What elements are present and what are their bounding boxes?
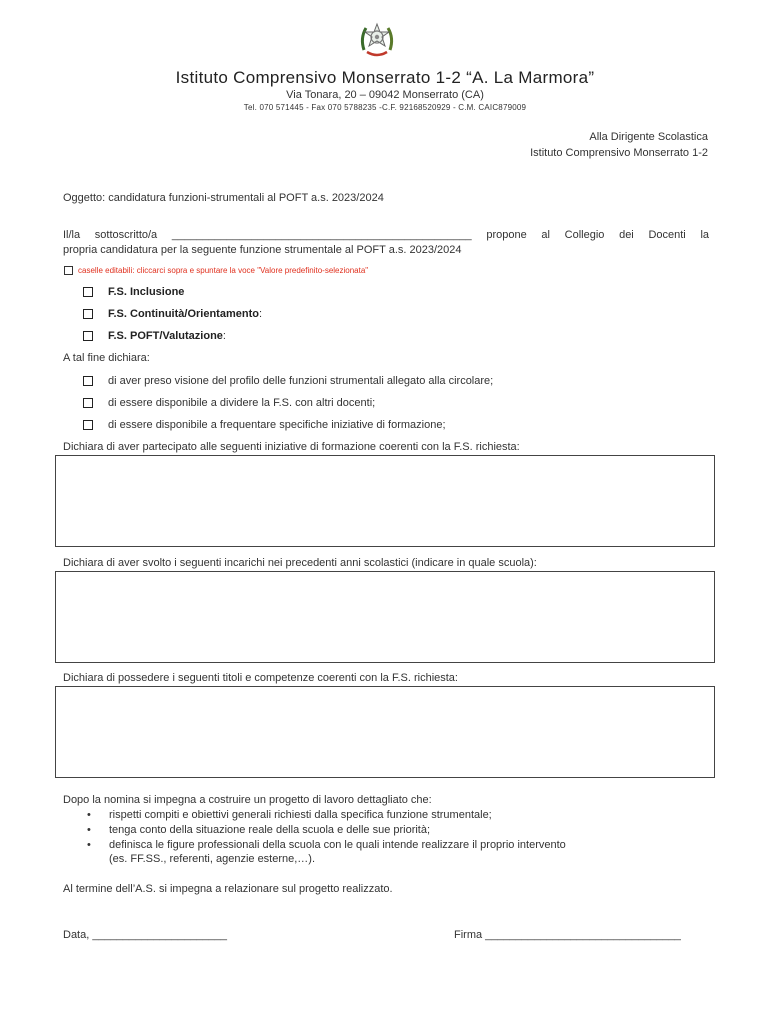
function-suffix: : (258, 308, 263, 320)
section-roles-label: Dichiara di aver svolto i seguenti incarichi nei precedenti anni scolastici (indicare in quale scuola): (63, 557, 537, 569)
republic-emblem-icon (358, 20, 396, 62)
institute-address: Via Tonara, 20 – 09042 Monserrato (CA) (286, 89, 484, 101)
declaration-option-3[interactable] (83, 419, 446, 431)
roles-textarea[interactable] (55, 571, 715, 663)
checkbox[interactable] (83, 376, 93, 386)
declaration-text: di aver preso visione del profilo delle funzioni strumentali allegato alla circolare; (108, 375, 494, 387)
recipient-line-1: Alla Dirigente Scolastica (589, 131, 708, 143)
list-item: • definisca le figure professionali della scuola con le quali intende realizzare il proprio intervento (63, 838, 566, 853)
signature-field[interactable]: Firma ________________________________ (454, 929, 681, 941)
note-checkbox-icon (64, 266, 73, 275)
checkbox[interactable] (83, 420, 93, 430)
function-option-continuita[interactable] (83, 308, 262, 320)
function-label: F.S. POFT/Valutazione (108, 330, 223, 342)
declaration-option-2[interactable] (83, 397, 375, 409)
declare-intro: A tal fine dichiara: (63, 352, 150, 364)
list-item: • tenga conto della situazione reale della scuola e delle sue priorità; (63, 823, 566, 838)
date-field[interactable]: Data, ______________________ (63, 929, 227, 941)
recipient-line-2: Istituto Comprensivo Monserrato 1-2 (530, 147, 708, 159)
intro-line-1: Il/la sottoscritto/a _________________________________________________ propone al Collegio dei Docenti la (63, 229, 709, 241)
editable-note (64, 266, 368, 275)
commitment-list (63, 808, 566, 853)
declaration-text: di essere disponibile a frequentare specifiche iniziative di formazione; (108, 419, 446, 431)
list-item: • rispetti compiti e obiettivi generali richiesti dalla specifica funzione strumentale; (63, 808, 566, 823)
note-text: caselle editabili: cliccarci sopra e spuntare la voce "Valore predefinito-selezionata" (78, 266, 369, 275)
declaration-option-1[interactable] (83, 375, 493, 387)
function-suffix: : (222, 330, 226, 342)
section-titles-label: Dichiara di possedere i seguenti titoli e competenze coerenti con la F.S. richiesta: (63, 672, 458, 684)
declaration-text: di essere disponibile a dividere la F.S. con altri docenti; (108, 397, 376, 409)
checkbox[interactable] (83, 331, 93, 341)
titles-textarea[interactable] (55, 686, 715, 778)
commitment-continuation: (es. FF.SS., referenti, agenzie esterne,…). (109, 853, 316, 865)
function-option-poft[interactable] (83, 330, 226, 342)
institute-contacts: Tel. 070 571445 - Fax 070 5788235 -C.F. 92168520929 - C.M. CAIC879009 (243, 103, 527, 112)
function-label: F.S. Continuità/Orientamento (108, 308, 259, 320)
function-label: F.S. Inclusione (108, 286, 185, 298)
closing-line: Al termine dell’A.S. si impegna a relazionare sul progetto realizzato. (63, 883, 393, 895)
institute-title: Istituto Comprensivo Monserrato 1-2 “A. La Marmora” (175, 68, 595, 87)
commitment-intro: Dopo la nomina si impegna a costruire un progetto di lavoro dettagliato che: (63, 794, 432, 806)
training-textarea[interactable] (55, 455, 715, 547)
checkbox[interactable] (83, 398, 93, 408)
intro-line-2: propria candidatura per la seguente funzione strumentale al POFT a.s. 2023/2024 (63, 244, 462, 256)
checkbox[interactable] (83, 287, 93, 297)
section-training-label: Dichiara di aver partecipato alle seguenti iniziative di formazione coerenti con la F.S. richiesta: (63, 441, 520, 453)
subject-line: Oggetto: candidatura funzioni-strumentali al POFT a.s. 2023/2024 (63, 192, 384, 204)
function-option-inclusione[interactable] (83, 286, 184, 298)
checkbox[interactable] (83, 309, 93, 319)
